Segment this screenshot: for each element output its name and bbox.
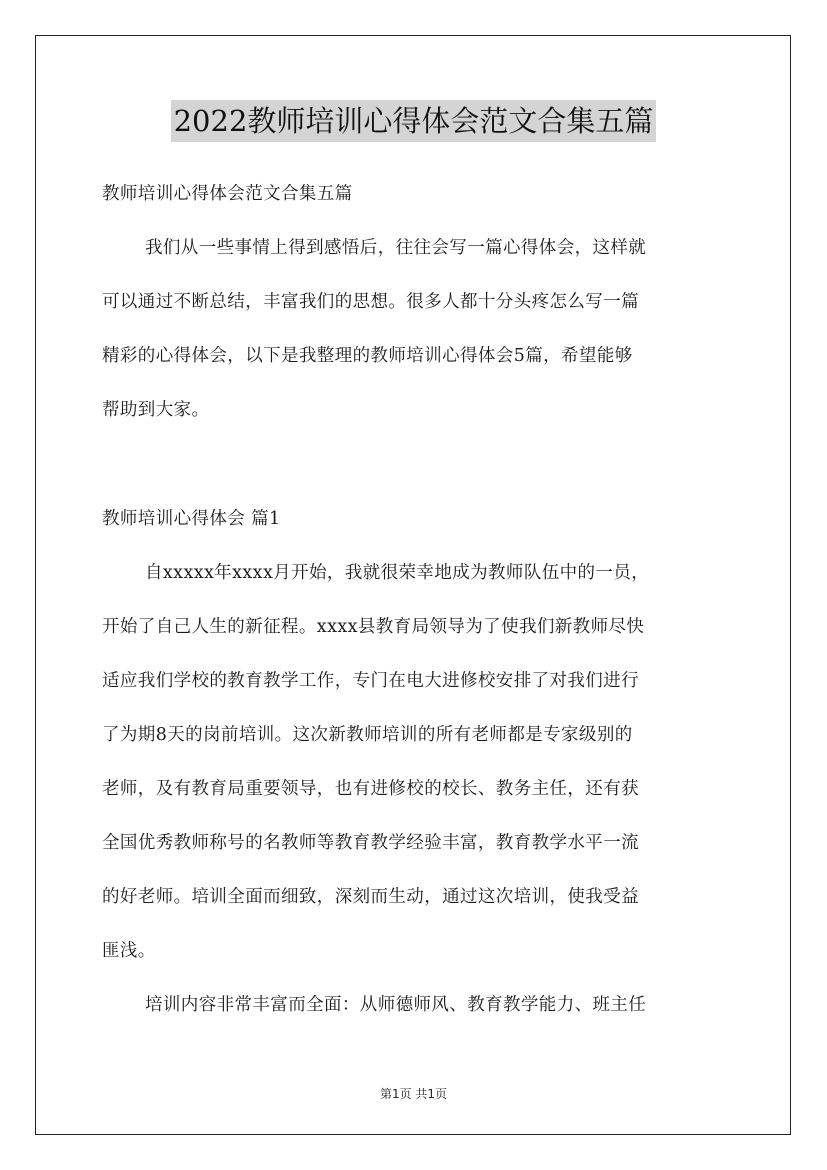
page-footer: 第1页 共1页: [379, 1087, 448, 1101]
section-line-4: 了为期8天的岗前培训。这次新教师培训的所有老师都是专家级别的: [102, 725, 633, 745]
section-line-3: 适应我们学校的教育教学工作，专门在电大进修校安排了对我们进行: [102, 671, 639, 691]
intro-line-2: 可以通过不断总结，丰富我们的思想。很多人都十分头疼怎么写一篇: [102, 292, 639, 312]
document-title-block: [0, 100, 827, 142]
document-subtitle: 教师培训心得体会范文合集五篇: [102, 184, 353, 204]
section-line-5: 老师，及有教育局重要领导，也有进修校的校长、教务主任，还有获: [102, 779, 639, 799]
document-title: 2022教师培训心得体会范文合集五篇: [171, 100, 657, 142]
intro-line-1: 我们从一些事情上得到感悟后，往往会写一篇心得体会，这样就: [145, 238, 647, 258]
intro-line-4: 帮助到大家。: [102, 400, 210, 420]
section-line-2: 开始了自己人生的新征程。xxxx县教育局领导为了使我们新教师尽快: [102, 617, 645, 637]
section-line-1: 自xxxxx年xxxx月开始，我就很荣幸地成为教师队伍中的一员，: [145, 563, 650, 583]
section-heading: 教师培训心得体会 篇1: [102, 509, 281, 529]
section-line-9: 培训内容非常丰富而全面：从师德师风、教育教学能力、班主任: [145, 995, 647, 1015]
section-line-6: 全国优秀教师称号的名教师等教育教学经验丰富，教育教学水平一流: [102, 833, 639, 853]
intro-line-3: 精彩的心得体会，以下是我整理的教师培训心得体会5篇，希望能够: [102, 346, 633, 366]
section-line-7: 的好老师。培训全面而细致，深刻而生动，通过这次培训，使我受益: [102, 887, 639, 907]
section-line-8: 匪浅。: [102, 941, 156, 961]
